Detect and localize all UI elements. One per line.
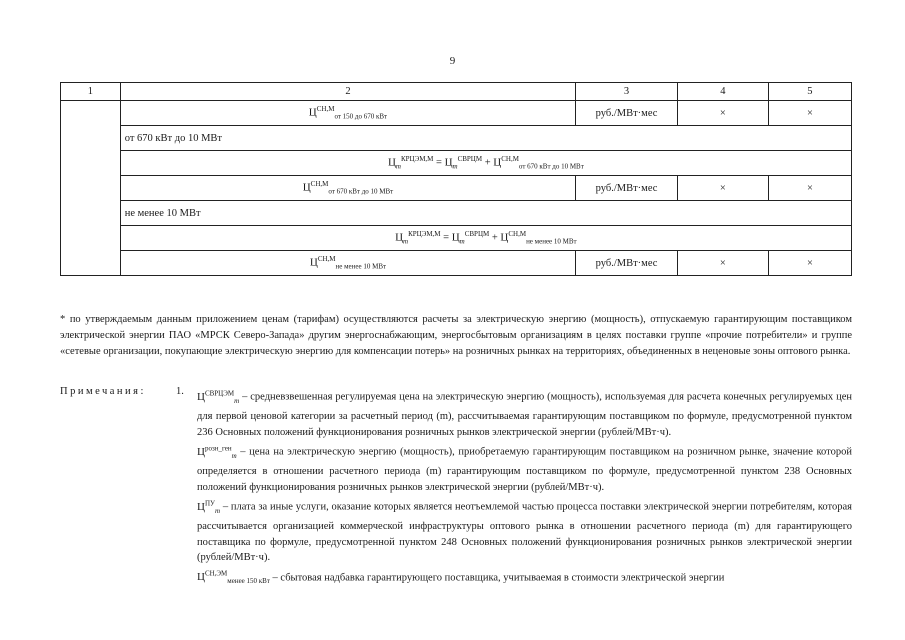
note-item	[197, 441, 852, 495]
table-header-row	[61, 83, 852, 101]
table-row	[61, 251, 852, 276]
price-formula: $Ц^{СН,М}_{не менее 10 МВт}$	[309, 255, 387, 271]
equation-formula: $Ц_m^{КРЦЭМ,М} = Ц_m^{СВРЦМ} + Ц^{СН,М}_{не менее 10 МВт}$	[395, 230, 577, 246]
col5-cell: ×	[768, 176, 851, 201]
table-row	[61, 101, 852, 126]
notes-list	[197, 386, 852, 590]
header-cell-3: 3	[576, 83, 678, 101]
notes-number: 1.	[176, 386, 184, 397]
price-formula: $Ц^{СН,М}_{от 670 кВт до 10 МВт}$	[302, 180, 394, 196]
table-row	[61, 151, 852, 176]
header-cell-4: 4	[677, 83, 768, 101]
header-cell-2: 2	[120, 83, 576, 101]
unit-cell: руб./МВт·мес	[576, 251, 678, 276]
table-row	[61, 201, 852, 226]
note-term: $Ц^{СВРЦЭМ}_m$	[197, 389, 240, 405]
section-heading: от 670 кВт до 10 МВт	[120, 126, 851, 151]
page-number: 9	[449, 55, 456, 67]
note-text: – цена на электрическую энергию (мощность), приобретаемую гарантирующим поставщиком на розничном рынке, значение которой определяется в отношении расчетного периода (m) гарантирующим поставщиком по формуле, предусмотренной пунктом 238 Основных положений функционирования розничных рынков электрической энергии (рублей/МВт·ч).	[197, 446, 852, 493]
price-formula: $Ц^{СН,М}_{от 150 до 670 кВт}$	[308, 105, 388, 121]
col4-cell: ×	[677, 251, 768, 276]
note-term: $Ц^{розн\_ген}_m$	[197, 444, 237, 460]
note-text: – плата за иные услуги, оказание которых является неотъемлемой частью процесса поставки электрической энергии потребителям, которая рассчитывается организацией коммерческой инфраструктуры оптового рынка в отношении расчетного периода (m) для гарантирующего поставщика по формуле, предусмотренной пунктом 248 Основных положений функционирования розничных рынков электрической энергии (рублей/МВт·ч).	[197, 501, 852, 564]
note-term: $Ц^{ПУ}_m$	[197, 499, 221, 515]
note-item	[197, 496, 852, 566]
section-heading: не менее 10 МВт	[120, 201, 851, 226]
equation-cell	[120, 151, 851, 176]
table-row	[61, 176, 852, 201]
notes-label: Примечания:	[60, 386, 146, 397]
note-term: $Ц^{СН,ЭМ}_{менее 150 кВт}$	[197, 569, 270, 586]
unit-cell: руб./МВт·мес	[576, 101, 678, 126]
table-row	[61, 126, 852, 151]
note-text: – сбытовая надбавка гарантирующего поставщика, учитываемая в стоимости электрической энергии	[269, 572, 725, 584]
header-cell-5: 5	[768, 83, 851, 101]
footnote: * по утверждаемым данным приложением ценам (тарифам) осуществляются расчеты за электрическую энергию (мощность), отпускаемую гарантирующим поставщиком электрической энергии ПАО «МРСК Северо-Запада» другим энергоснабжающим, энергосбытовым организациям в целях поставки группе «прочие потребители» и группе «сетевые организации, покупающие электрическую энергию для компенсации потерь» на розничных рынках на территориях, объединенных в неценовые зоны оптового рынка.	[60, 314, 852, 357]
col4-cell: ×	[677, 101, 768, 126]
table-row	[61, 226, 852, 251]
col5-cell: ×	[768, 251, 851, 276]
empty-first-column-cell	[61, 101, 121, 276]
note-item	[197, 386, 852, 440]
tariff-table	[60, 82, 852, 276]
formula-cell	[120, 251, 576, 276]
unit-cell: руб./МВт·мес	[576, 176, 678, 201]
col5-cell: ×	[768, 101, 851, 126]
note-item	[197, 567, 852, 590]
note-text: – средневзвешенная регулируемая цена на электрическую энергию (мощность), используемая для расчета конечных регулируемых цен для первой ценовой категории за расчетный период (m), рассчитываемая гарантирующим поставщиком по формуле, предусмотренной пунктом 236 Основных положений функционирования розничных рынков электрической энергии (рублей/МВт·ч).	[197, 391, 852, 438]
formula-cell	[120, 176, 576, 201]
equation-cell	[120, 226, 851, 251]
formula-cell	[120, 101, 576, 126]
header-cell-1: 1	[61, 83, 121, 101]
col4-cell: ×	[677, 176, 768, 201]
equation-formula: $Ц_m^{КРЦЭМ,М} = Ц_m^{СВРЦМ} + Ц^{СН,М}_{от 670 кВт до 10 МВт}$	[387, 155, 584, 171]
